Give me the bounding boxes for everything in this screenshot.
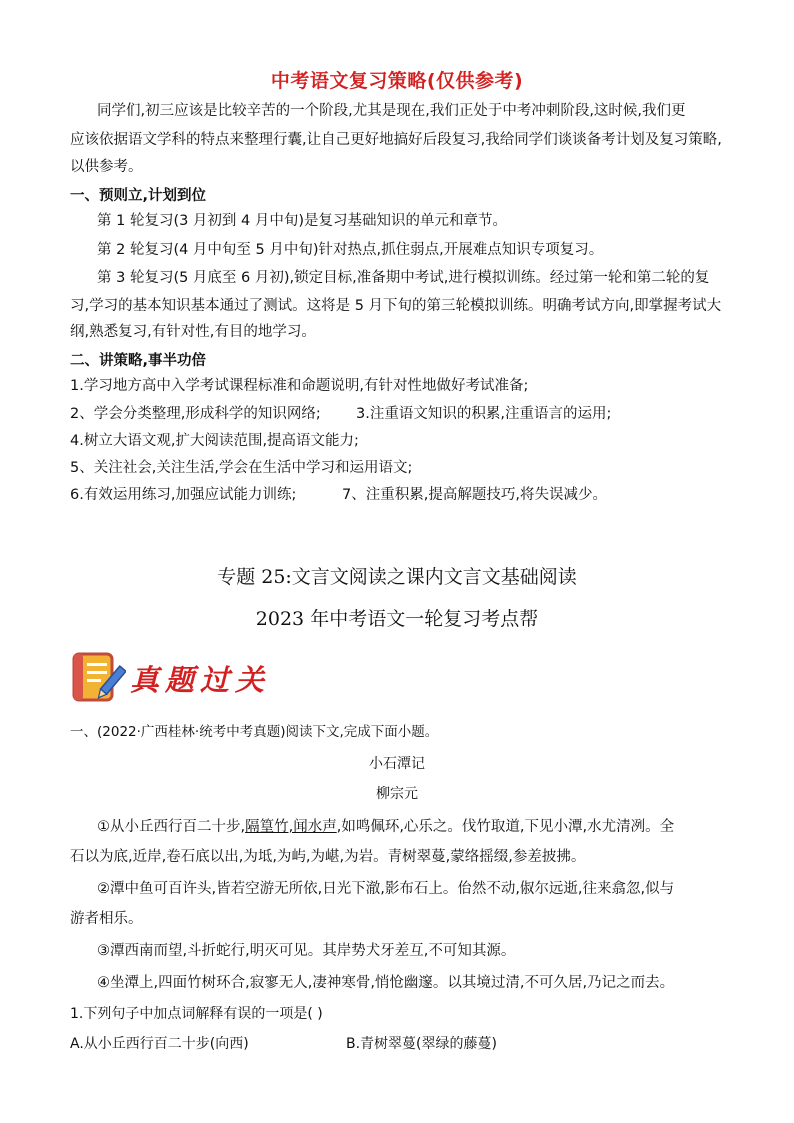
round3-line-1: 第 3 轮复习(5 月底至 6 月初),锁定目标,准备期中考试,进行模拟训练。经过第一轮和第二轮的复	[97, 270, 710, 286]
essay-para-3: ③潭西南而望,斗折蛇行,明灭可见。其岸势犬牙差互,不可知其源。	[97, 943, 516, 959]
question-1: 1.下列句子中加点词解释有误的一项是( )	[70, 1006, 323, 1022]
essay-author: 柳宗元	[376, 786, 418, 802]
round1-text: 第 1 轮复习(3 月初到 4 月中旬)是复习基础知识的单元和章节。	[97, 213, 508, 229]
section2-heading: 二、讲策略,事半功倍	[70, 353, 207, 369]
intro-line-2: 应该依据语文学科的特点来整理行囊,让自己更好地搞好后段复习,我给同学们谈谈备考计划及复习策略,	[70, 132, 722, 148]
para1-underlined-text: 隔篁竹,闻水声	[245, 819, 337, 835]
section1-heading: 一、预则立,计划到位	[70, 188, 207, 204]
round2-text: 第 2 轮复习(4 月中旬至 5 月中旬)针对热点,抓住弱点,开展难点知识专项复习。	[97, 242, 604, 258]
intro-line-3: 以供参考。	[70, 159, 143, 175]
round3-line-2: 习,学习的基本知识基本通过了测试。这将是 5 月下旬的第三轮模拟训练。明确考试方向,即掌握考试大	[70, 298, 722, 314]
page-title: 中考语文复习策略(仅供参考)	[270, 70, 524, 92]
strategy-item-5: 5、关注社会,关注生活,学会在生活中学习和运用语文;	[70, 460, 413, 476]
essay-title: 小石潭记	[369, 756, 425, 772]
strategy-item-2: 2、学会分类整理,形成科学的知识网络;	[70, 406, 321, 422]
strategy-item-3: 3.注重语文知识的积累,注重语言的运用;	[356, 406, 612, 422]
para1-text-post: ,如鸣佩环,心乐之。伐竹取道,下见小潭,水尤清冽。全	[336, 819, 675, 835]
para1-text-pre: ①从小丘西行百二十步,	[97, 819, 246, 835]
topic-title: 专题 25:文言文阅读之课内文言文基础阅读	[217, 566, 577, 588]
essay-para-2-line-2: 游者相乐。	[70, 911, 143, 927]
option-a: A.从小丘西行百二十步(向西)	[70, 1036, 249, 1052]
intro-line-1: 同学们,初三应该是比较辛苦的一个阶段,尤其是现在,我们正处于中考冲刺阶段,这时候,我们更	[97, 103, 686, 119]
notebook-pencil-icon	[70, 650, 126, 706]
essay-para-4: ④坐潭上,四面竹树环合,寂寥无人,凄神寒骨,悄怆幽邃。以其境过清,不可久居,乃记之而去。	[97, 975, 675, 991]
strategy-item-1: 1.学习地方高中入学考试课程标准和命题说明,有针对性地做好考试准备;	[70, 378, 529, 394]
option-b: B.青树翠蔓(翠绿的藤蔓)	[346, 1036, 497, 1052]
round3-line-3: 纲,熟悉复习,有针对性,有目的地学习。	[70, 324, 316, 340]
strategy-item-7: 7、注重积累,提高解题技巧,将失误减少。	[342, 487, 607, 503]
banner-label: 真题过关	[130, 663, 271, 697]
essay-para-1-line-1	[97, 817, 674, 837]
section-banner	[70, 650, 270, 706]
strategy-item-6: 6.有效运用练习,加强应试能力训练;	[70, 487, 297, 503]
essay-para-2-line-1: ②潭中鱼可百许头,皆若空游无所依,日光下澈,影布石上。佁然不动,俶尔远逝,往来翕忽,似与	[97, 881, 675, 897]
topic-subtitle: 2023 年中考语文一轮复习考点帮	[255, 608, 539, 630]
essay-para-1-line-2: 石以为底,近岸,卷石底以出,为坻,为屿,为嵁,为岩。青树翠蔓,蒙络摇缀,参差披拂。	[70, 849, 586, 865]
question-intro: 一、(2022·广西桂林·统考中考真题)阅读下文,完成下面小题。	[70, 724, 439, 740]
strategy-item-4: 4.树立大语文观,扩大阅读范围,提高语文能力;	[70, 433, 359, 449]
